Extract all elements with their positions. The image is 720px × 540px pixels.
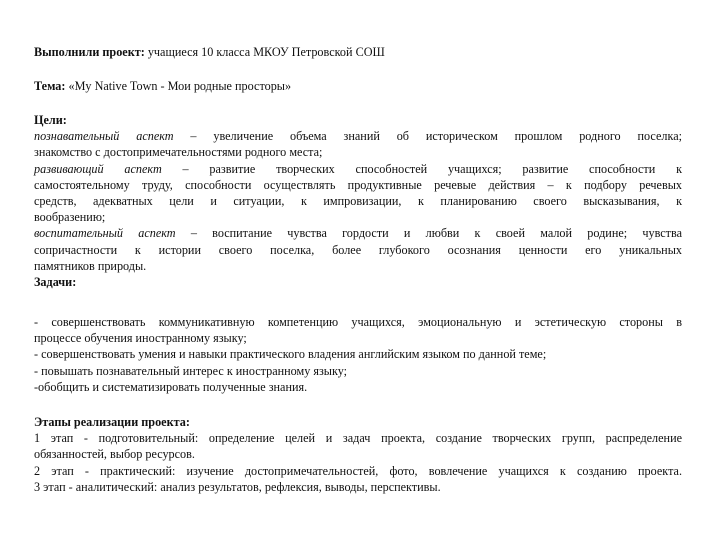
- goals-section: [34, 112, 682, 290]
- goal-educational-line-3: памятников природы.: [34, 258, 147, 273]
- project-label: Выполнили проект:: [34, 45, 145, 59]
- tasks-title: Задачи:: [34, 275, 77, 290]
- goal-developing-term: развивающий аспект: [34, 161, 162, 176]
- goal-developing-line-3: средств, адекватных цели и ситуации, к импровизации, к планированию своего высказывания, к: [34, 194, 682, 209]
- goal-developing-line-1: развивающий аспект – развитие творческих способностей учащихся; развитие способности к: [34, 161, 682, 176]
- theme-value: «My Native Town - Мои родные просторы»: [65, 79, 292, 93]
- project-line: [34, 44, 682, 60]
- project-value: учащиеся 10 класса МКОУ Петровской СОШ: [144, 45, 385, 59]
- stages-title: Этапы реализации проекта:: [34, 415, 190, 429]
- goal-cognitive-term: познавательный аспект: [34, 129, 174, 144]
- stage-line-3: 2 этап - практический: изучение достопримечательностей, фото, вовлечение учащихся к созданию проекта.: [34, 463, 682, 478]
- task-line-3: - совершенствовать умения и навыки практического владения английским языком по данной теме;: [34, 347, 547, 362]
- goal-educational-line-2: сопричастности к истории своего поселка, более глубокого осознания ценности его уникальных: [34, 242, 682, 257]
- theme-line: [34, 78, 682, 94]
- task-line-2: процессе обучения иностранному языку;: [34, 331, 247, 346]
- task-line-5: -обобщить и систематизировать полученные знания.: [34, 379, 308, 394]
- goals-title: Цели:: [34, 113, 67, 127]
- theme-label: Тема:: [34, 79, 66, 93]
- goal-cognitive-line-2: знакомство с достопримечательностями родного места;: [34, 145, 323, 160]
- stage-line-2: обязанностей, выбор ресурсов.: [34, 447, 195, 462]
- goal-developing-line-2: самостоятельному труду, способности осуществлять продуктивные речевые действия – к подбору речевых: [34, 177, 682, 192]
- goal-developing-line-4: вообразению;: [34, 210, 106, 225]
- task-line-4: - повышать познавательный интерес к иностранному языку;: [34, 363, 348, 378]
- stage-line-4: 3 этап - аналитический: анализ результатов, рефлексия, выводы, перспективы.: [34, 479, 441, 494]
- goal-educational-line-1: воспитательный аспект – воспитание чувства гордости и любви к своей малой родине; чувства: [34, 226, 683, 241]
- task-line-1: - совершенствовать коммуникативную компетенцию учащихся, эмоциональную и эстетическую стороны в: [34, 315, 682, 329]
- goal-educational-term: воспитательный аспект: [34, 226, 176, 241]
- stages-section: [34, 414, 682, 495]
- goal-cognitive-line-1: познавательный аспект – увеличение объема знаний об историческом прошлом родного поселка;: [34, 129, 682, 144]
- tasks-section: [34, 314, 682, 395]
- stage-line-1: 1 этап - подготовительный: определение целей и задач проекта, создание творческих групп, распределение: [34, 431, 682, 446]
